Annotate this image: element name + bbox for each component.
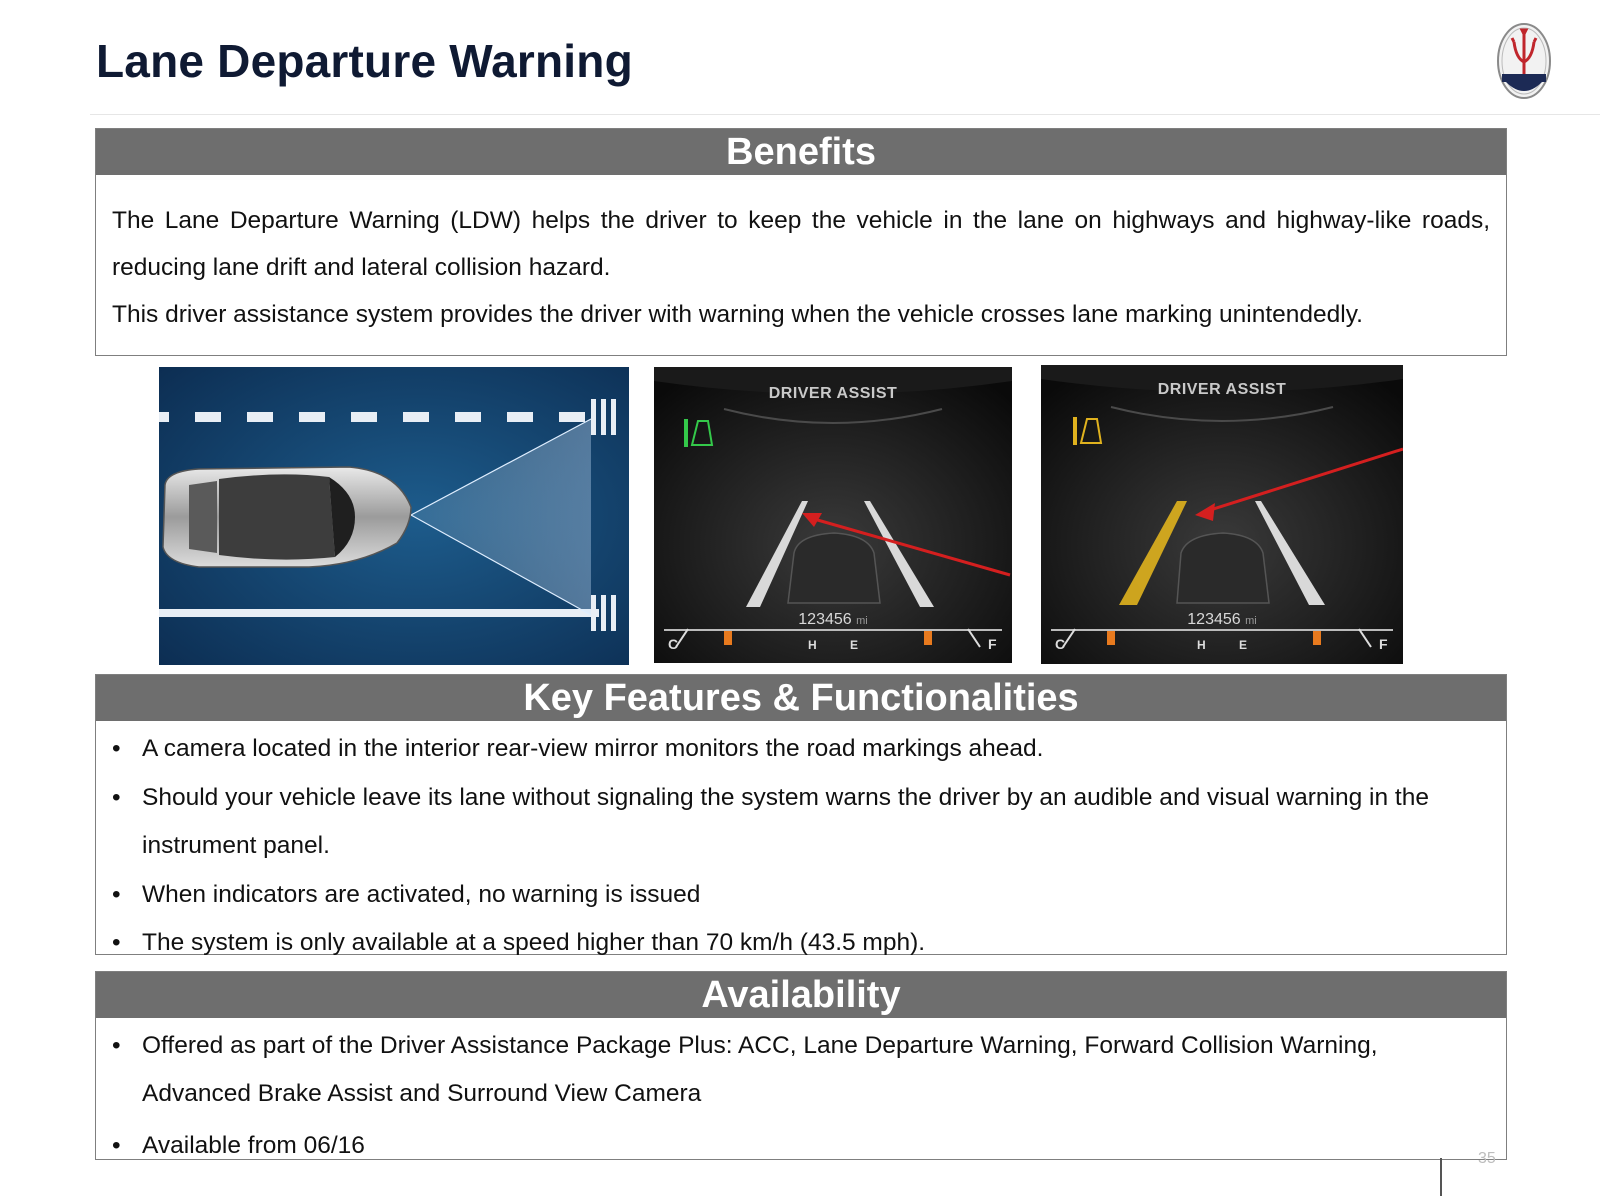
- benefits-panel: [95, 128, 1507, 356]
- availability-heading: Availability: [96, 972, 1506, 1018]
- page-title: Lane Departure Warning: [96, 35, 633, 87]
- svg-text:C: C: [1055, 636, 1066, 652]
- maserati-trident-logo: [1496, 22, 1552, 100]
- odometer-readout: 123456 mi: [798, 611, 868, 628]
- svg-text:F: F: [1379, 636, 1388, 652]
- instrument-panel-image: [654, 367, 1012, 663]
- lane-camera-illustration: [159, 367, 629, 665]
- availability-panel: [95, 971, 1507, 1160]
- list-item: • When indicators are activated, no warning is issued: [112, 871, 1466, 920]
- benefits-paragraph: This driver assistance system provides the driver with warning when the vehicle crosses lane marking unintendedly.: [112, 301, 1363, 328]
- title-divider: [90, 114, 1600, 115]
- driver-assist-label: DRIVER ASSIST: [768, 385, 898, 402]
- list-item: • Should your vehicle leave its lane without signaling the system warns the driver by an audible and visual warning in the instrument panel.: [112, 774, 1466, 871]
- list-item: • A camera located in the interior rear-view mirror monitors the road markings ahead.: [112, 725, 1466, 774]
- page-number: 35: [1478, 1150, 1496, 1167]
- driver-assist-label: DRIVER ASSIST: [1157, 381, 1287, 398]
- features-heading: Key Features & Functionalities: [96, 675, 1506, 721]
- svg-text:H: H: [1197, 638, 1206, 652]
- odometer-readout: 123456 mi: [1187, 611, 1257, 628]
- list-item: • The system is only available at a speed higher than 70 km/h (43.5 mph).: [112, 919, 1466, 968]
- svg-text:C: C: [668, 636, 679, 652]
- features-list: [96, 721, 1506, 968]
- features-panel: [95, 674, 1507, 955]
- instrument-panel-warning-image: [1041, 365, 1403, 664]
- svg-text:E: E: [850, 638, 859, 652]
- list-item: • Available from 06/16: [112, 1122, 1426, 1170]
- benefits-paragraph: The Lane Departure Warning (LDW) helps the driver to keep the vehicle in the lane on highways and highway-like roads, reducing lane drift and lateral collision hazard.: [112, 207, 1490, 281]
- availability-list: [96, 1018, 1506, 1170]
- footer-divider: [1440, 1158, 1442, 1196]
- list-item: • Offered as part of the Driver Assistance Package Plus: ACC, Lane Departure Warning, Forward Collision Warning, Advanced Brake Assist and Surround View Camera: [112, 1022, 1426, 1118]
- svg-text:E: E: [1239, 638, 1248, 652]
- benefits-heading: Benefits: [96, 129, 1506, 175]
- svg-text:H: H: [808, 638, 817, 652]
- svg-text:F: F: [988, 636, 997, 652]
